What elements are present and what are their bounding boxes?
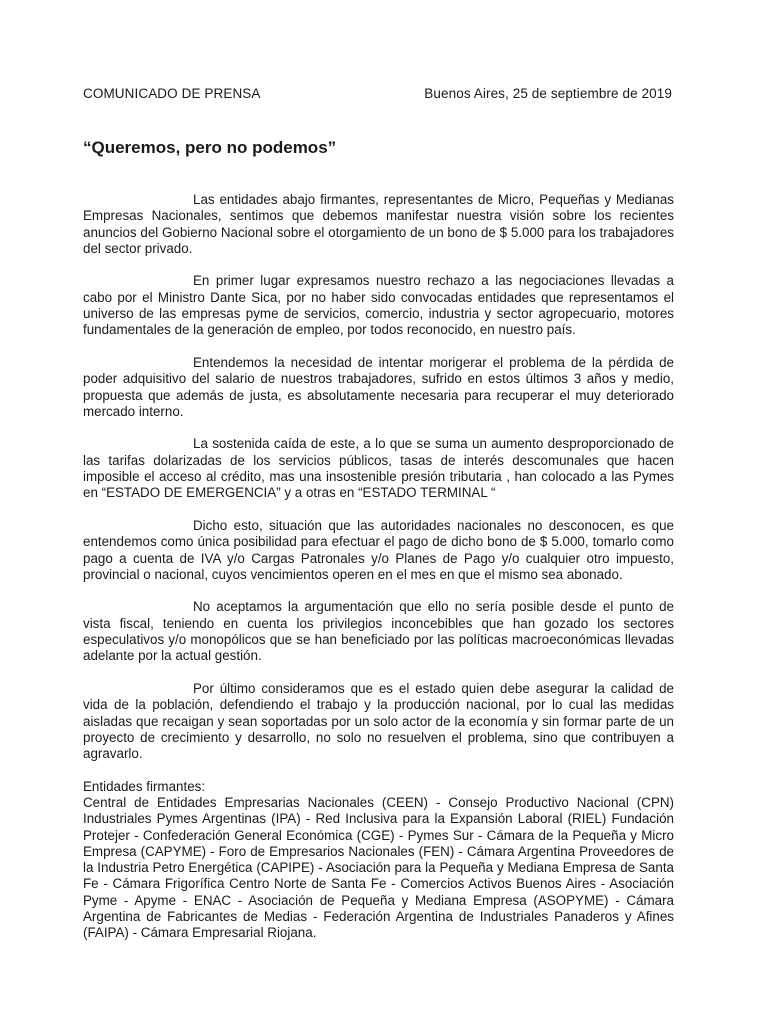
document-title: “Queremos, pero no podemos”: [83, 138, 337, 157]
paragraph: En primer lugar expresamos nuestro rechazo a las negociaciones llevadas a cabo por el Ministro Dante Sica, por no haber sido convocadas entidades que representamos el universo de las empresas pyme de servicios, comercio, industria y sector agropecuario, motores fundamentales de la generación de empleo, por todos reconocido, en nuestro país.: [83, 273, 674, 338]
paragraph: Las entidades abajo firmantes, representantes de Micro, Pequeñas y Medianas Empresas Nacionales, sentimos que debemos manifestar nuestra visión sobre los recientes anuncios del Gobierno Nacional sobre el otorgamiento de un bono de $ 5.000 para los trabajadores del sector privado.: [83, 192, 674, 256]
paragraph: Entendemos la necesidad de intentar morigerar el problema de la pérdida de poder adquisitivo del salario de nuestros trabajadores, sufrido en estos últimos 3 años y medio, propuesta que además de justa, es absolutamente necesaria para recuperar el muy deteriorado mercado interno.: [83, 354, 674, 419]
document-body: [83, 192, 674, 942]
paragraph: Por último consideramos que es el estado quien debe asegurar la calidad de vida de la población, defendiendo el trabajo y la producción nacional, por lo cual las medidas aisladas que recaigan y sean soportadas por un solo actor de la economía y sin formar parte de un proyecto de crecimiento y desarrollo, no solo no resuelven el problema, sino que contribuyen a agravarlo.: [83, 680, 674, 762]
signers-label: Entidades firmantes:: [83, 778, 206, 794]
paragraph: Dicho esto, situación que las autoridades nacionales no desconocen, es que entendemos como única posibilidad para efectuar el pago de dicho bono de $ 5.000, tomarlo como pago a cuenta de IVA y/o Cargas Patronales y/o Planes de Pago y/o cualquier otro impuesto, provincial o nacional, cuyos vencimientos operen en el mes en que el mismo sea abonado.: [83, 517, 674, 582]
paragraph: No aceptamos la argumentación que ello no sería posible desde el punto de vista fiscal, teniendo en cuenta los privilegios inconcebibles que han gozado los sectores especulativos y/o monopólicos que se han beneficiado por las políticas macroeconómicas llevadas adelante por la actual gestión.: [83, 599, 674, 664]
signers-section: [83, 779, 674, 942]
header: [83, 86, 672, 101]
place-date: Buenos Aires, 25 de septiembre de 2019: [424, 86, 672, 101]
paragraph: La sostenida caída de este, a lo que se suma un aumento desproporcionado de las tarifas dolarizadas de los servicios públicos, tasas de interés descomunales que hacen imposible el acceso al crédito, mas una insostenible presión tributaria , han colocado a las Pymes en “ESTADO DE EMERGENCIA” y a otras en “ESTADO TERMINAL “: [83, 436, 674, 501]
signers-list: Central de Entidades Empresarias Nacionales (CEEN) - Consejo Productivo Nacional (CPN) Industriales Pymes Argentinas (IPA) - Red Inclusiva para la Expansión Laboral (RIEL) Fundación Protejer - Confederación General Económica (CGE) - Pymes Sur - Cámara de la Pequeña y Micro Empresa (CAPYME) - Foro de Empresarios Nacionales (FEN) - Cámara Argentina Proveedores de la Industria Petro Energética (CAPIPE) - Asociación para la Pequeña y Mediana Empresa de Santa Fe - Cámara Frigorífica Centro Norte de Santa Fe - Comercios Activos Buenos Aires - Asociación Pyme - Apyme - ENAC - Asociación de Pequeña y Mediana Empresa (ASOPYME) - Cámara Argentina de Fabricantes de Medias - Federación Argentina de Industriales Panaderos y Afines (FAIPA) - Cámara Empresarial Riojana.: [83, 794, 674, 941]
document-label: COMUNICADO DE PRENSA: [83, 86, 261, 101]
